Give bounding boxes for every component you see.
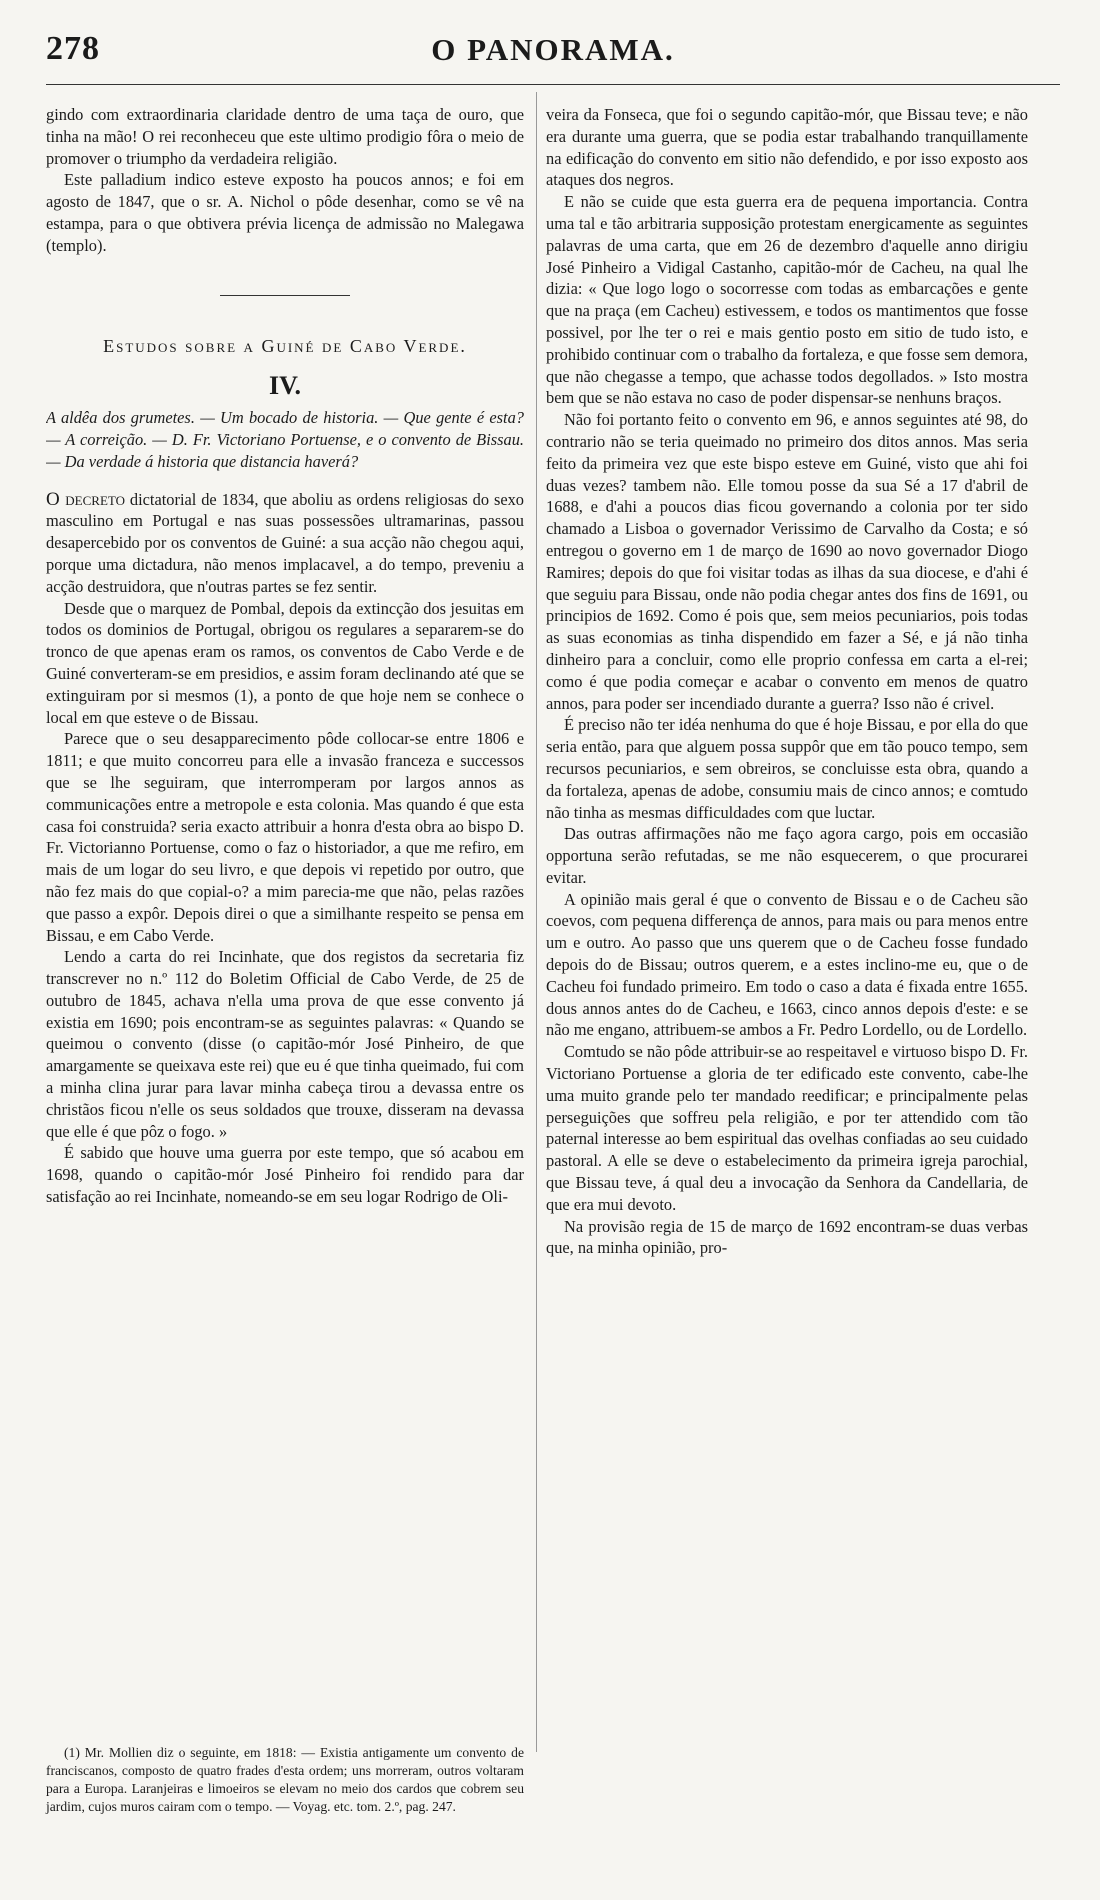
- paragraph-text: dictatorial de 1834, que aboliu as ordens religiosas do sexo masculino em Portugal e nas suas possessões ultramarinas, passou desapercebido por os conventos de Guiné: a sua acção não chegou aqui, porque uma dictadura, não menos implacavel, a do tempo, preveniu a acção destruidora, que n'outras partes se fez sentir.: [46, 489, 524, 596]
- paragraph: E não se cuide que esta guerra era de pequena importancia. Contra uma tal e tão arbitraria supposição protestam energicamente as seguintes palavras de uma carta, que em 26 de dezembro d'aquelle anno dirigiu José Pinheiro a Vidigal Castanho, capitão-mór de Cacheu, na qual lhe dizia: « Que logo logo o socorresse com todas as embarcações e gente que na praça (em Cacheu) estivessem, e todos os mantimentos que fosse possivel, por lhe ter o rei e mais gentio posto em sitio de tudo isto, e prohibido continuar com o trabalho da fortaleza, e que fosse sem demora, que não chegasse a tempo, que achasse todos degollados. » Isto mostra bem que se não estava no caso de poder dispensar-se nenhuns braços.: [546, 192, 1028, 408]
- paragraph: gindo com extraordinaria claridade dentro de uma taça de ouro, que tinha na mão! O rei reconheceu que este ultimo prodigio fôra o meio de promover o triumpho da verdadeira religião.: [46, 105, 524, 168]
- section-title: Estudos sobre a Guiné de Cabo Verde.: [103, 335, 467, 356]
- paragraph: Lendo a carta do rei Incinhate, que dos registos da secretaria fiz transcrever no n.º 112 do Boletim Official de Cabo Verde, de 25 de outubro de 1845, achava n'ella uma prova de que esse convento já existia em 1690; pois encontram-se as seguintes palavras: « Quando se queimou o convento (disse (o capitão-mór José Pinheiro, de que amargamente se queixava este rei) que eu é que tinha queimado, fui com a minha clina jurar para lavar minha cabeça tirou a devassa entre os christãos ficou n'elle os seus soldados que trouxe, disseram na devassa que elle é que pôz o fogo. »: [46, 947, 524, 1141]
- paragraph: A opinião mais geral é que o convento de Bissau e o de Cacheu são coevos, com pequena differença de annos, para mais ou para menos entre um e outro. Ao passo que uns querem que o de Cacheu fosse fundado depois do de Bissau; outros querem, e a estes inclino-me eu, que o de Cacheu foi fundado primeiro. Em todo o caso a data é fixada entre 1655. dous annos antes do de Cacheu, e 1663, cinco annos depois d'este: e se não me engano, attribuem-se ambos a Fr. Pedro Lordello, ou de Lordello.: [546, 889, 1028, 1040]
- running-title: O PANORAMA.: [431, 32, 675, 67]
- paragraph: veira da Fonseca, que foi o segundo capitão-mór, que Bissau teve; e não era durante uma guerra, que se podia estar trabalhando tranquillamente na edificação do convento em sitio não defendido, e por isso exposto aos ataques dos negros.: [546, 105, 1028, 190]
- paragraph: Este palladium indico esteve exposto ha poucos annos; e foi em agosto de 1847, que o sr. A. Nichol o pôde desenhar, como se vê na estampa, para o que obtivera prévia licença de admissão no Malegawa (templo).: [46, 170, 524, 255]
- chapter-summary: A aldêa dos grumetes. — Um bocado de historia. — Que gente é esta? — A correição. — D. Fr. Victoriano Portuense, e o convento de Bissau. — Da verdade á historia que distancia haverá?: [46, 408, 524, 471]
- column-divider: [536, 92, 537, 1752]
- paragraph: É sabido que houve uma guerra por este tempo, que só acabou em 1698, quando o capitão-mór José Pinheiro foi rendido para dar satisfação ao rei Incinhate, nomeando-se em seu logar Rodrigo de Oli-: [46, 1143, 524, 1207]
- left-column: [46, 104, 524, 1764]
- paragraph: Na provisão regia de 15 de março de 1692 encontram-se duas verbas que, na minha opinião, pro-: [546, 1216, 1028, 1258]
- paragraph: Não foi portanto feito o convento em 96, e annos seguintes até 98, do contrario não se teria queimado no primeiro dos ditos annos. Mas seria feito da primeira vez que este bispo esteve em Guiné, visto que ahi foi duas vezes? tambem não. Elle tomou posse da sua Sé a 17 d'abril de 1688, e d'ahi a poucos dias ficou governando a colonia por ter sido chamado a Lisboa o governador Verissimo de Carvalho da Costa; e só entregou o governo em 1 de março de 1690 ao novo governador Diogo Ramires; depois do que foi visitar todas as ilhas da sua diocese, e d'ahi é que seguiu para Bissau, onde não podia chegar antes dos fins de 1691, ou principios de 1692. Como é pois que, sem meios pecuniarios, pois todas as suas economias as tinha dispendido em fazer a Sé, e já não tinha dinheiro para a concluir, como elle proprio confessa em carta a el-rei; como é que podia começar e acabar o convento em menos de quatro annos, para poder ser incendiado durante a guerra? Isso não é crivel.: [546, 410, 1028, 713]
- page-header: [46, 30, 1060, 76]
- footnote-text: (1) Mr. Mollien diz o seguinte, em 1818: — Existia antigamente um convento de franciscanos, composto de quatro frades d'esta ordem; uns morreram, outros voltaram para a Europa. Laranjeiras e limoeiros se elevam no meio dos cardos que cobrem seu jardim, cujos muros cairam com o tempo. — Voyag. etc. tom. 2.º, pag. 247.: [46, 1745, 524, 1814]
- paragraph: Das outras affirmações não me faço agora cargo, pois em occasião opportuna serão refutadas, se me não esquecerem, o que procurarei evitar.: [546, 824, 1028, 887]
- paragraph: Desde que o marquez de Pombal, depois da extincção dos jesuitas em todos os dominios de Portugal, obrigou os regulares a separarem-se do tronco de que apenas eram os ramos, os conventos de Cabo Verde e de Guiné converteram-se em presidios, e assim foram declinando até que se extinguiram por si mesmos (1), a ponto de que hoje nem se conhece o local em que esteve o de Bissau.: [46, 598, 524, 727]
- right-column: [546, 104, 1028, 1794]
- opening-words: O decreto: [46, 488, 125, 510]
- page-number: 278: [46, 30, 100, 67]
- paragraph: Comtudo se não pôde attribuir-se ao respeitavel e virtuoso bispo D. Fr. Victoriano Portuense a gloria de ter edificado este convento, cabe-lhe uma muito grande pelo ter mandado reedificar; e principalmente pelas perseguições que soffreu pela religião, e por ter attendido com tão paternal interesse ao bem espiritual das ovelhas confiadas ao seu cuidado pastoral. A elle se deve o estabelecimento da primeira igreja parochial, que Bissau teve, á qual deu a invocação da Senhora da Candellaria, de que era mui devoto.: [546, 1042, 1028, 1214]
- section-divider: [220, 295, 350, 296]
- chapter-number: IV.: [268, 371, 302, 401]
- header-rule: [46, 84, 1060, 85]
- paragraph: É preciso não ter idéa nenhuma do que é hoje Bissau, e por ella do que seria então, para que alguem possa suppôr que em tão pouco tempo, sem recursos pecuniarios, e sem obreiros, se concluisse esta obra, quando a da fortaleza, apenas de adobe, consumiu mais de cinco annos; e comtudo não tinha as mesmas difficuldades com que luctar.: [546, 715, 1028, 822]
- paragraph: [46, 489, 524, 598]
- paragraph: Parece que o seu desapparecimento pôde collocar-se entre 1806 e 1811; e que muito concorreu para elle a invasão franceza e successos que se lhe seguiram, que interromperam por largos annos as communicações entre a metropole e esta colonia. Mas quando é que esta casa foi construida? seria exacto attribuir a honra d'esta obra ao bispo D. Fr. Victorianno Portuense, como o faz o historiador, a que me refiro, em mais de um logar do seu livro, e que depois vi repetido por outro, que não fez mais do que copial-o? a mim parecia-me que não, pelas razões que passo a expôr. Depois direi o que a similhante respeito se pensa em Bissau, e em Cabo Verde.: [46, 729, 524, 945]
- footnote: [46, 1744, 524, 1816]
